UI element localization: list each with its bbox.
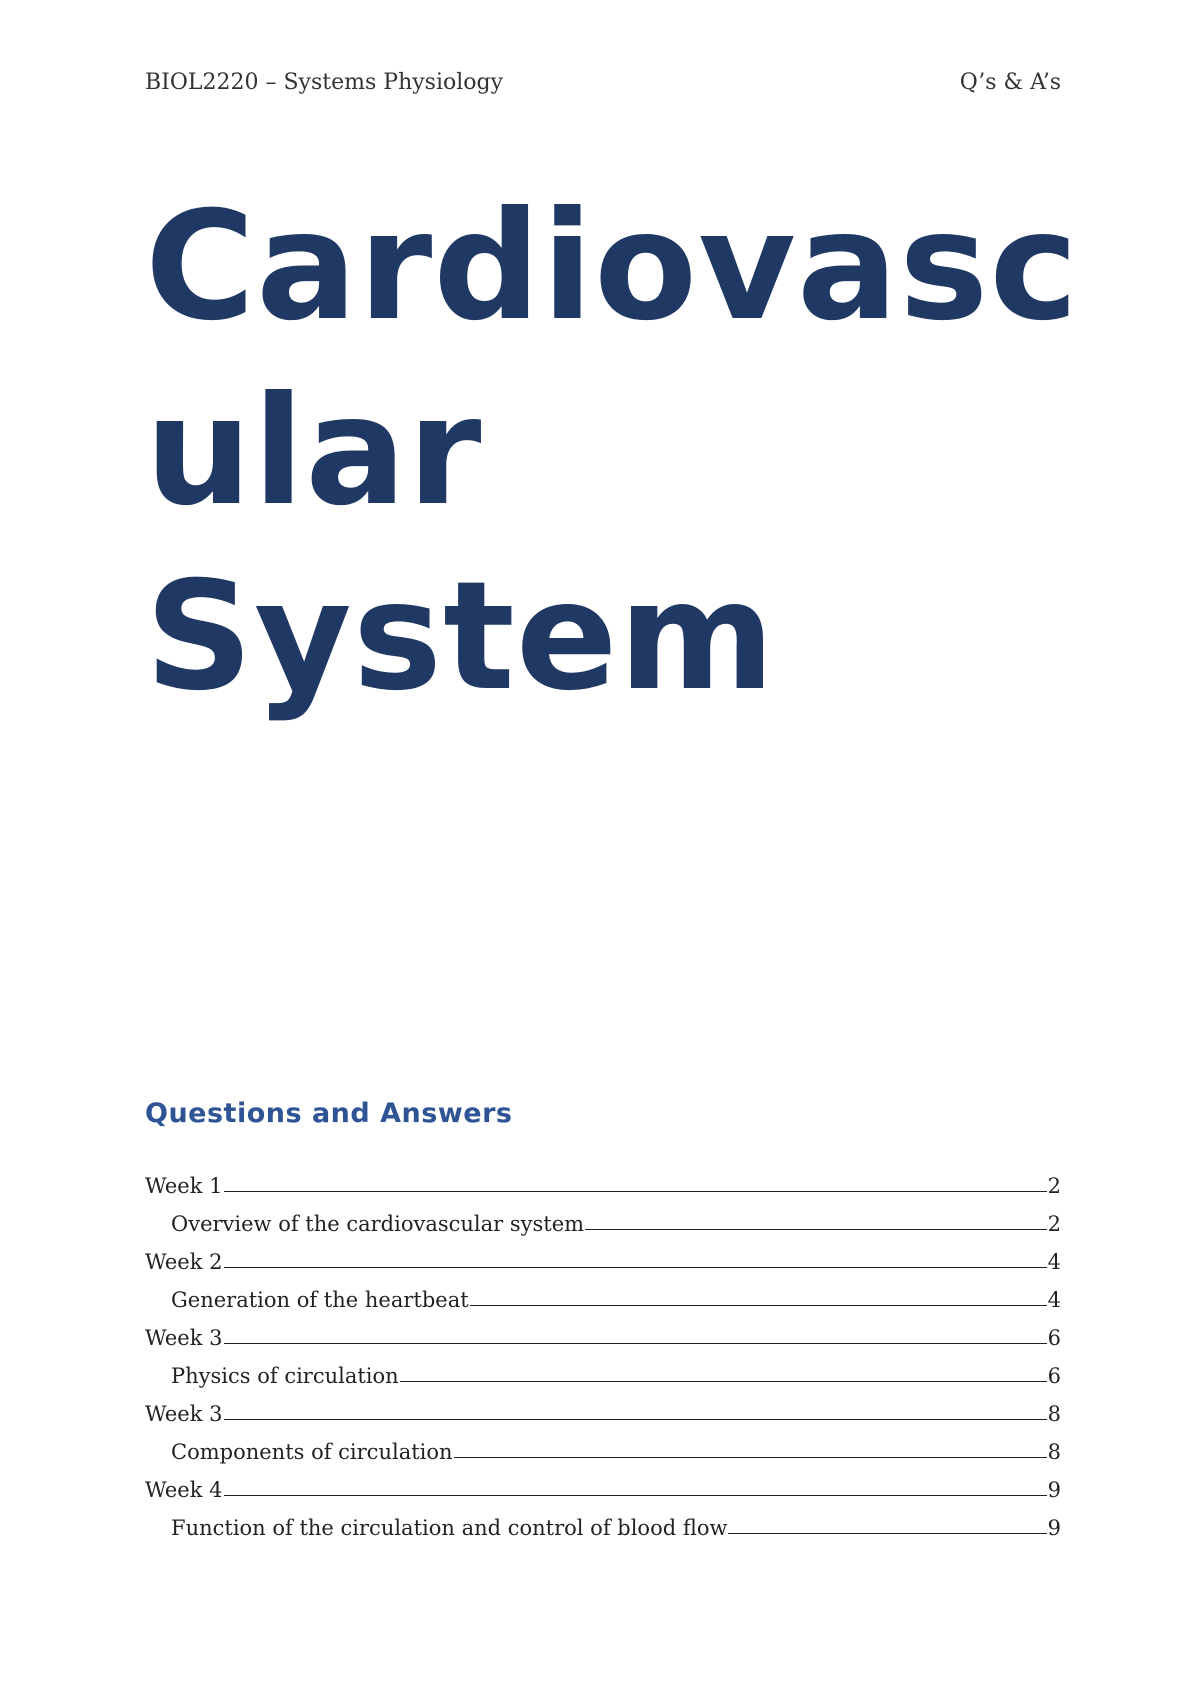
page-header	[145, 70, 1061, 95]
toc-page-number: 4	[1047, 1250, 1061, 1274]
table-of-contents	[145, 1160, 1061, 1540]
toc-leader-line	[224, 1267, 1047, 1268]
toc-leader-line	[470, 1305, 1047, 1306]
toc-entry[interactable]	[145, 1464, 1061, 1502]
title-line: ular	[145, 365, 483, 539]
toc-entry-text: Function of the circulation and control of blood flow	[171, 1516, 728, 1540]
toc-entry[interactable]	[145, 1274, 1061, 1312]
toc-entry-text: Components of circulation	[171, 1440, 453, 1464]
toc-entry-text: Week 3	[145, 1402, 223, 1426]
toc-entry-text: Overview of the cardiovascular system	[171, 1212, 585, 1236]
toc-heading: Questions and Answers	[145, 1098, 513, 1129]
toc-entry[interactable]	[145, 1350, 1061, 1388]
toc-page-number: 9	[1047, 1478, 1061, 1502]
toc-entry-text: Week 2	[145, 1250, 223, 1274]
toc-entry[interactable]	[145, 1160, 1061, 1198]
toc-entry[interactable]	[145, 1198, 1061, 1236]
toc-page-number: 9	[1047, 1516, 1061, 1540]
header-document-type: Q’s & A’s	[959, 70, 1061, 95]
title-line: System	[145, 550, 776, 724]
toc-leader-line	[585, 1229, 1047, 1230]
toc-page-number: 8	[1047, 1402, 1061, 1426]
title-line: Cardiovasc	[145, 180, 1080, 354]
toc-leader-line	[224, 1495, 1047, 1496]
toc-leader-line	[454, 1457, 1047, 1458]
toc-entry-text: Week 1	[145, 1174, 223, 1198]
toc-entry-text: Generation of the heartbeat	[171, 1288, 469, 1312]
toc-entry[interactable]	[145, 1312, 1061, 1350]
toc-entry-text: Week 3	[145, 1326, 223, 1350]
toc-page-number: 6	[1047, 1364, 1061, 1388]
toc-leader-line	[224, 1191, 1047, 1192]
toc-page-number: 4	[1047, 1288, 1061, 1312]
toc-page-number: 6	[1047, 1326, 1061, 1350]
toc-entry[interactable]	[145, 1426, 1061, 1464]
toc-entry[interactable]	[145, 1388, 1061, 1426]
toc-page-number: 2	[1047, 1174, 1061, 1198]
toc-leader-line	[224, 1419, 1047, 1420]
toc-entry[interactable]	[145, 1502, 1061, 1540]
header-course-title: BIOL2220 – Systems Physiology	[145, 70, 504, 95]
toc-page-number: 8	[1047, 1440, 1061, 1464]
toc-entry-text: Week 4	[145, 1478, 223, 1502]
toc-leader-line	[224, 1343, 1047, 1344]
toc-leader-line	[728, 1533, 1046, 1534]
toc-entry-text: Physics of circulation	[171, 1364, 399, 1388]
document-title	[145, 175, 1105, 730]
toc-entry[interactable]	[145, 1236, 1061, 1274]
toc-page-number: 2	[1047, 1212, 1061, 1236]
toc-leader-line	[400, 1381, 1047, 1382]
